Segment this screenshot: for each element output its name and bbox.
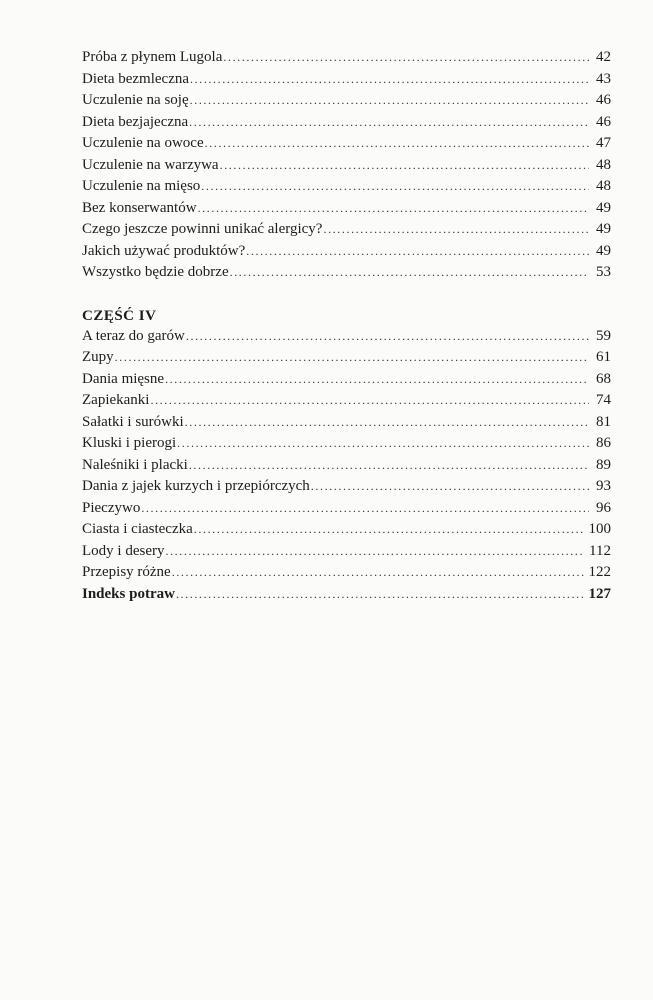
dot-leader [220,155,589,177]
toc-entry-page-number: 89 [596,456,611,473]
toc-entry [82,219,611,241]
toc-list-part-iv [82,326,611,606]
dot-leader [230,262,589,284]
toc-entry-title: Indeks potraw [82,585,175,602]
dot-leader [141,498,589,520]
toc-entry [82,47,611,69]
toc-entry [82,412,611,434]
toc-entry-page-number: 48 [596,178,611,194]
toc-entry [82,369,611,391]
toc-entry [82,455,611,477]
toc-entry-title: Sałatki i surówki [82,413,184,430]
toc-entry [82,562,611,584]
toc-entry-page-number: 93 [596,478,611,494]
toc-entry-title: Zapiekanki [82,392,150,408]
dot-leader [172,562,585,584]
dot-leader [190,90,589,112]
dot-leader [185,412,589,434]
dot-leader [223,47,589,69]
toc-entry-title: Próba z płynem Lugola [82,49,223,65]
toc-entry-page-number: 49 [596,221,611,237]
toc-entry-title: Uczulenie na soję [82,92,189,108]
toc-entry-page-number: 81 [596,413,611,430]
toc-entry-page-number: 46 [596,113,611,130]
toc-entry [82,112,611,134]
toc-entry [82,198,611,220]
toc-entry-title: Dieta bezmleczna [82,70,190,87]
toc-entry-page-number: 86 [596,435,611,451]
toc-entry [82,90,611,112]
dot-leader [198,198,589,220]
dot-leader [176,584,585,606]
toc-entry-page-number: 48 [596,156,611,173]
toc-entry-title: Uczulenie na mięso [82,178,201,194]
toc-entry-title: Czego jeszcze powinni unikać alergicy? [82,221,323,237]
toc-entry-title: Dieta bezjajeczna [82,113,189,130]
dot-leader [186,326,589,348]
table-of-contents [82,47,611,605]
toc-entry-title: Uczulenie na warzywa [82,156,219,173]
toc-entry-page-number: 53 [596,264,611,280]
dot-leader [194,519,585,541]
dot-leader [165,541,585,563]
toc-entry-title: Pieczywo [82,499,141,516]
toc-entry [82,347,611,369]
dot-leader [165,369,589,391]
toc-entry-title: Lody i desery [82,542,165,559]
toc-entry-title: Ciasta i ciasteczka [82,521,193,537]
toc-entry-page-number: 49 [596,199,611,216]
toc-entry [82,155,611,177]
toc-entry-title: Wszystko będzie dobrze [82,264,229,280]
toc-entry-page-number: 42 [596,49,611,65]
toc-entry-page-number: 49 [596,242,611,259]
dot-leader [177,433,589,455]
toc-entry-page-number: 100 [588,521,611,537]
toc-entry [82,584,611,606]
toc-entry-title: Przepisy różne [82,564,171,580]
toc-entry [82,133,611,155]
toc-entry-page-number: 46 [596,92,611,108]
toc-entry-page-number: 112 [589,542,611,559]
toc-entry [82,476,611,498]
toc-entry-title: A teraz do garów [82,327,185,344]
toc-entry [82,498,611,520]
toc-entry-title: Zupy [82,349,114,365]
dot-leader [150,390,589,412]
toc-entry [82,519,611,541]
toc-entry-page-number: 59 [596,327,611,344]
dot-leader [323,219,589,241]
section-heading: CZĘŚĆ IV [82,307,157,324]
toc-entry-title: Naleśniki i placki [82,456,188,473]
dot-leader [189,112,589,134]
toc-entry-page-number: 96 [596,499,611,516]
toc-entry-page-number: 43 [596,70,611,87]
toc-entry-page-number: 68 [596,370,611,387]
toc-entry-title: Dania z jajek kurzych i przepiórczych [82,478,310,494]
dot-leader [246,241,589,263]
dot-leader [115,347,589,369]
toc-entry [82,433,611,455]
toc-entry [82,241,611,263]
toc-entry [82,176,611,198]
dot-leader [205,133,589,155]
dot-leader [311,476,589,498]
toc-entry-page-number: 122 [588,564,611,580]
dot-leader [201,176,589,198]
toc-entry [82,262,611,284]
toc-entry-page-number: 61 [596,349,611,365]
toc-entry-title: Kluski i pierogi [82,435,177,451]
toc-entry-title: Dania mięsne [82,370,165,387]
toc-list-part-iii [82,47,611,284]
dot-leader [189,455,589,477]
toc-entry-title: Bez konserwantów [82,199,197,216]
toc-entry-title: Jakich używać produktów? [82,242,246,259]
toc-entry [82,69,611,91]
toc-entry-title: Uczulenie na owoce [82,135,204,151]
toc-entry [82,326,611,348]
dot-leader [190,69,589,91]
toc-entry [82,541,611,563]
toc-entry-page-number: 74 [596,392,611,408]
toc-entry [82,390,611,412]
toc-entry-page-number: 127 [588,585,611,602]
toc-entry-page-number: 47 [596,135,611,151]
